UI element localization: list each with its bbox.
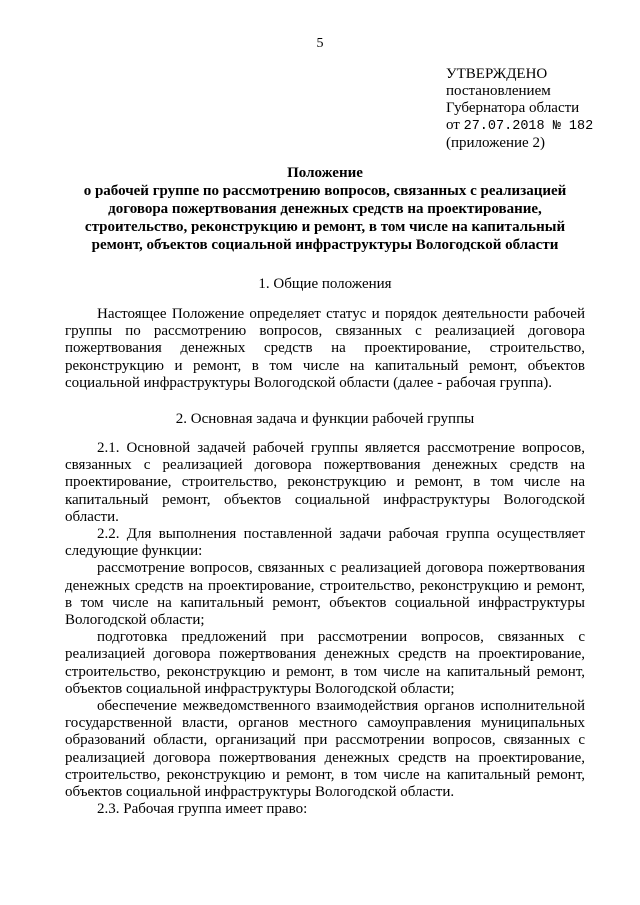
title-line-1: Положение xyxy=(287,165,363,181)
title-line-5: ремонт, объектов социальной инфраструктуры Вологодской области xyxy=(91,237,559,253)
paragraph-function-2: подготовка предложений при рассмотрении вопросов, связанных с реализацией договора пожертвования денежных средств на проектирование, строительство, реконструкцию и ремонт, в том числе на капитальный ремонт, объектов социальной инфраструктуры Вологодской области; xyxy=(65,629,585,697)
section-1-body xyxy=(65,306,585,392)
approval-stamp xyxy=(446,66,593,152)
paragraph-function-1: рассмотрение вопросов, связанных с реализацией договора пожертвования денежных средств на проектирование, строительство, реконструкцию и ремонт, в том числе на капитальный ремонт, объектов социальной инфраструктуры Вологодской области; xyxy=(65,560,585,629)
section-1-paragraph: Настоящее Положение определяет статус и порядок деятельности рабочей группы по рассмотрению вопросов, связанных с реализацией договора пожертвования денежных средств на проектирование, строительство, реконструкцию и ремонт, в том числе на капитальный ремонт, объектов социальной инфраструктуры Вологодской области (далее - рабочая группа). xyxy=(65,306,585,391)
approval-line-appendix: (приложение 2) xyxy=(446,135,545,151)
title-line-4: строительство, реконструкцию и ремонт, в том числе на капитальный xyxy=(84,219,566,235)
document-title xyxy=(60,164,590,254)
approval-line-governor: Губернатора области xyxy=(446,100,580,116)
approval-line-approved: УТВЕРЖДЕНО xyxy=(446,66,548,82)
approval-date-number: 27.07.2018 № 182 xyxy=(463,119,594,134)
paragraph-2-3: 2.3. Рабочая группа имеет право: xyxy=(97,801,308,818)
page-number: 5 xyxy=(316,36,324,51)
section-2-body xyxy=(65,440,585,818)
title-line-2: о рабочей группе по рассмотрению вопросов, связанных с реализацией xyxy=(83,183,567,199)
section-1-heading: 1. Общие положения xyxy=(258,276,392,292)
approval-line-date xyxy=(446,117,593,135)
paragraph-2-1: 2.1. Основной задачей рабочей группы является рассмотрение вопросов, связанных с реализацией договора пожертвования денежных средств на проектирование, строительство, реконструкцию и ремонт, в том числе на капитальный ремонт, объектов социальной инфраструктуры Вологодской области. xyxy=(65,440,585,525)
paragraph-function-3: обеспечение межведомственного взаимодействия органов исполнительной государственной власти, органов местного самоуправления муниципальных образований области, организаций при рассмотрении вопросов, связанных с реализацией договора пожертвования денежных средств на проектирование, строительство, реконструкцию и ремонт, в том числе на капитальный ремонт, объектов социальной инфраструктуры Вологодской области. xyxy=(65,698,585,801)
section-2-heading: 2. Основная задача и функции рабочей группы xyxy=(175,411,475,427)
paragraph-2-2: 2.2. Для выполнения поставленной задачи рабочая группа осуществляет следующие функции: xyxy=(65,526,585,560)
approval-line-resolution: постановлением xyxy=(446,83,551,99)
approval-date-prefix: от xyxy=(446,117,464,133)
title-line-3: договора пожертвования денежных средств на проектирование, xyxy=(108,201,542,217)
